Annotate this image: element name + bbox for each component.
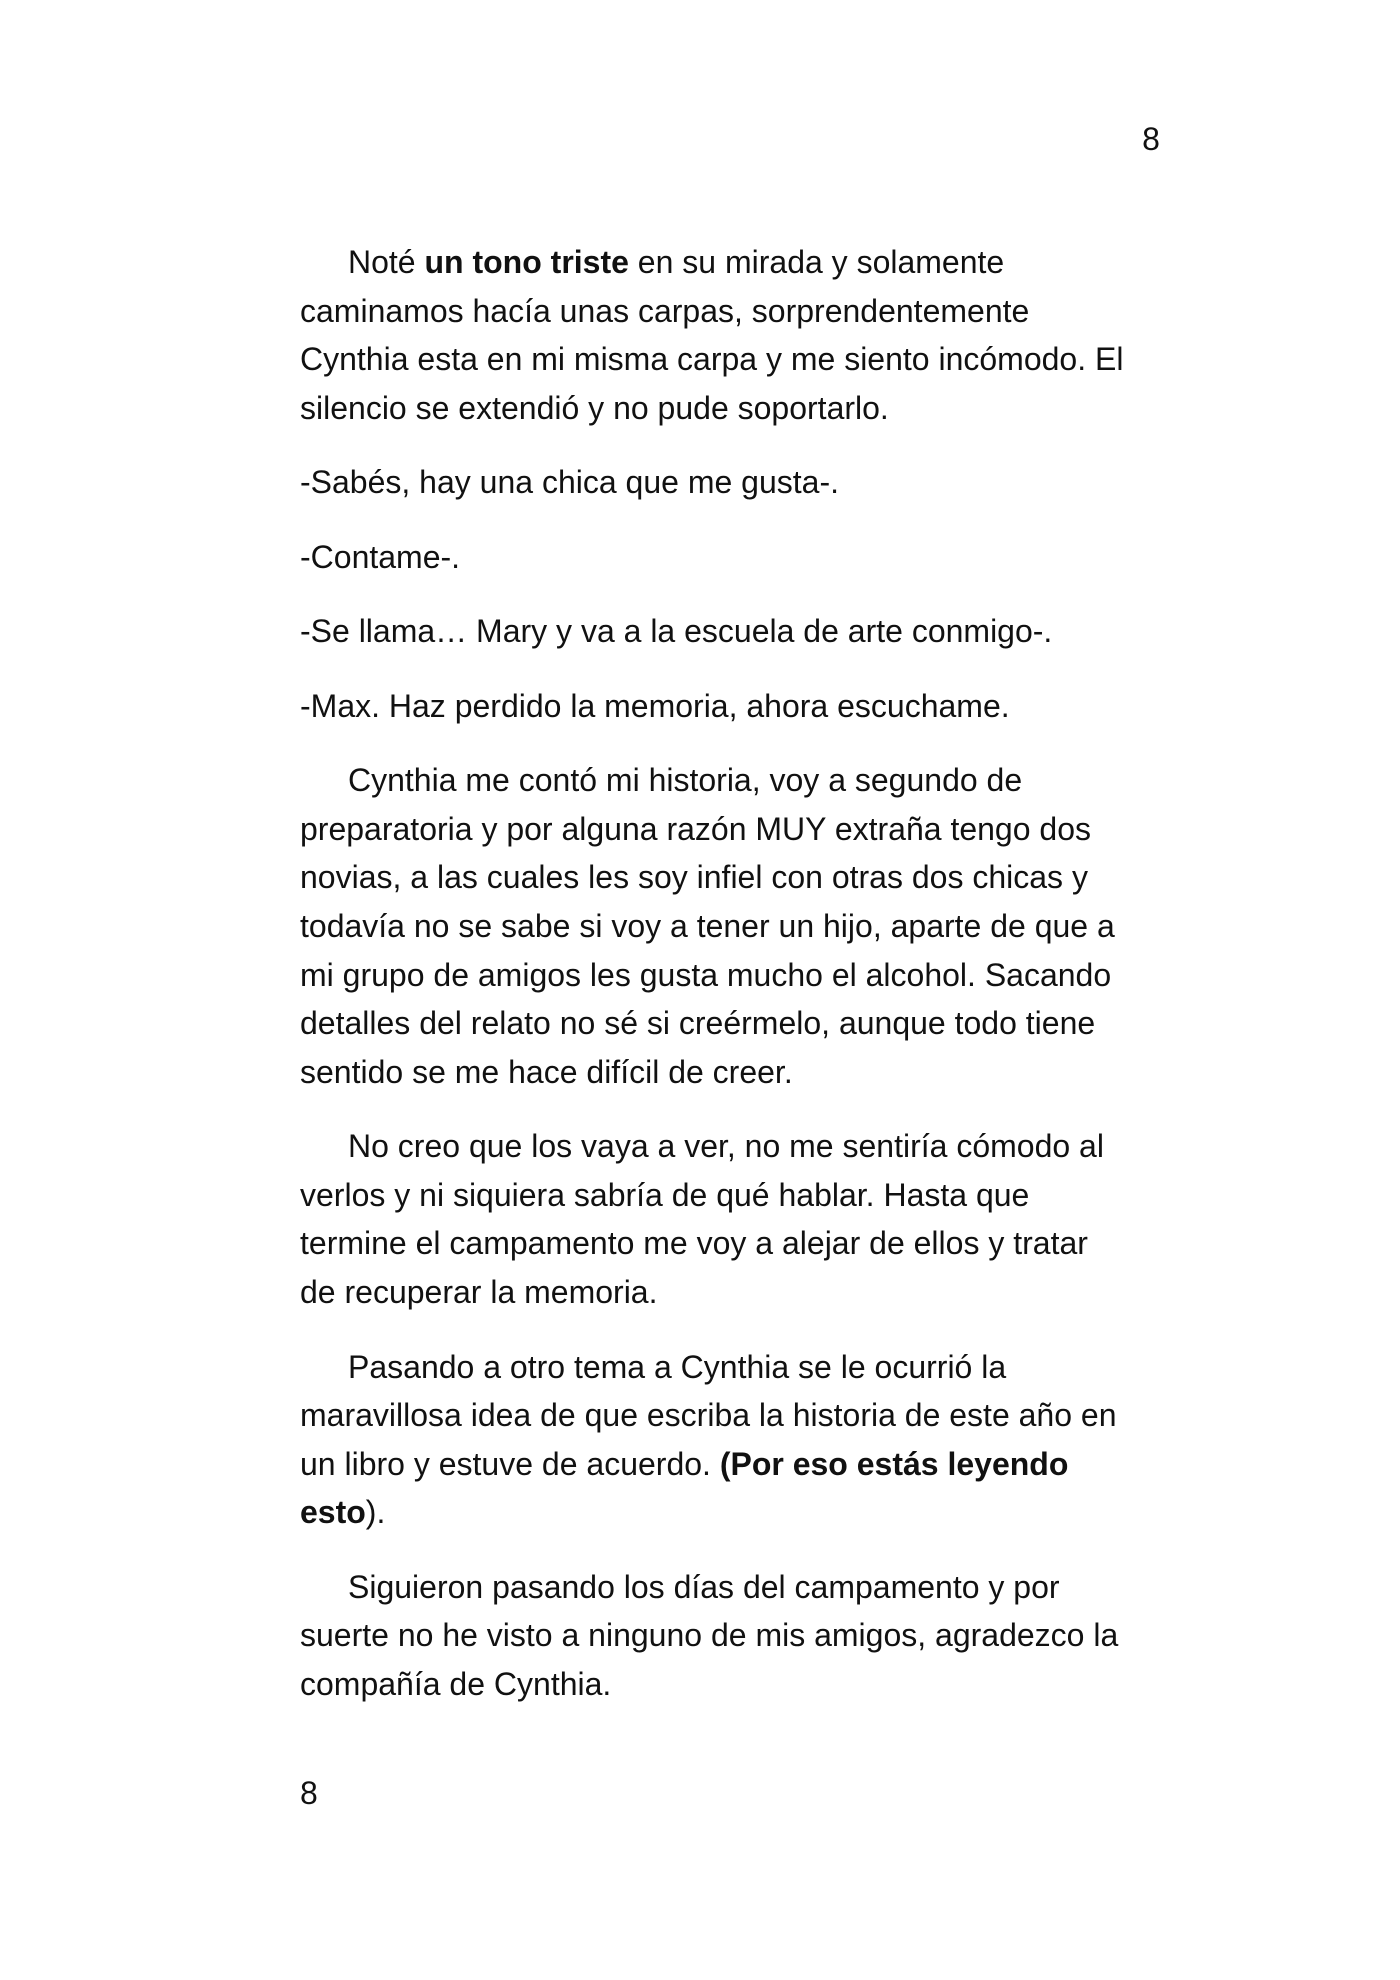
footer-page-number: 8 bbox=[300, 1775, 318, 1811]
dialogue-paragraph-2 bbox=[300, 533, 1180, 582]
text-line: sentido se me hace difícil de creer. bbox=[300, 1053, 793, 1090]
header-page-number: 8 bbox=[1142, 121, 1160, 157]
dialogue-paragraph-3 bbox=[300, 607, 1180, 656]
emphasis-text: (Por eso estás leyendo bbox=[719, 1445, 1069, 1482]
text-line: termine el campamento me voy a alejar de ellos y tratar bbox=[300, 1225, 1088, 1262]
emphasis-text: esto bbox=[300, 1494, 366, 1531]
paragraph-6 bbox=[300, 756, 1180, 1096]
dialogue-line: -Max. Haz perdido la memoria, ahora escuchame. bbox=[300, 687, 1010, 724]
text-line: novias, a las cuales les soy infiel con otras dos chicas y bbox=[300, 859, 1088, 896]
dialogue-paragraph-1 bbox=[300, 458, 1180, 507]
body-text bbox=[300, 238, 1180, 1734]
text-line bbox=[300, 1440, 1180, 1489]
text-segment: ). bbox=[365, 1494, 386, 1531]
text-line: Cynthia me contó mi historia, voy a segundo de bbox=[348, 762, 1023, 799]
text-line: mi grupo de amigos les gusta mucho el alcohol. Sacando bbox=[300, 956, 1112, 993]
dialogue-line: -Contame-. bbox=[300, 538, 461, 575]
text-line: Siguieron pasando los días del campamento y por bbox=[348, 1568, 1060, 1605]
paragraph-7 bbox=[300, 1122, 1180, 1316]
text-line: todavía no se sabe si voy a tener un hijo, aparte de que a bbox=[300, 907, 1115, 944]
paragraph-9 bbox=[300, 1563, 1180, 1709]
paragraph-1 bbox=[300, 238, 1180, 432]
text-line: No creo que los vaya a ver, no me sentiría cómodo al bbox=[348, 1128, 1104, 1165]
text-line: Cynthia esta en mi misma carpa y me siento incómodo. El bbox=[300, 341, 1124, 378]
text-line: silencio se extendió y no pude soportarlo. bbox=[300, 389, 889, 426]
text-line: suerte no he visto a ninguno de mis amigos, agradezco la bbox=[300, 1617, 1119, 1654]
text-line bbox=[300, 1488, 1180, 1537]
text-line: preparatoria y por alguna razón MUY extraña tengo dos bbox=[300, 810, 1091, 847]
text-line: compañía de Cynthia. bbox=[300, 1665, 612, 1702]
text-line: Pasando a otro tema a Cynthia se le ocurrió la bbox=[348, 1348, 1007, 1385]
paragraph-8 bbox=[300, 1343, 1180, 1537]
emphasis-text: un tono triste bbox=[424, 244, 629, 280]
text-line: verlos y ni siquiera sabría de qué hablar. Hasta que bbox=[300, 1176, 1030, 1213]
text-line: caminamos hacía unas carpas, sorprendentemente bbox=[300, 292, 1030, 329]
text-line: de recuperar la memoria. bbox=[300, 1274, 658, 1311]
text-segment: en su mirada y solamente bbox=[628, 244, 1005, 280]
dialogue-line: -Se llama… Mary y va a la escuela de arte conmigo-. bbox=[300, 613, 1053, 650]
text-line: maravillosa idea de que escriba la historia de este año en bbox=[300, 1397, 1117, 1434]
text-line: detalles del relato no sé si creérmelo, aunque todo tiene bbox=[300, 1005, 1096, 1042]
text-segment: un libro y estuve de acuerdo. bbox=[300, 1445, 720, 1482]
text-line bbox=[300, 238, 1180, 287]
dialogue-line: -Sabés, hay una chica que me gusta-. bbox=[300, 464, 839, 501]
dialogue-paragraph-4 bbox=[300, 682, 1180, 731]
text-segment: Noté bbox=[348, 244, 425, 280]
